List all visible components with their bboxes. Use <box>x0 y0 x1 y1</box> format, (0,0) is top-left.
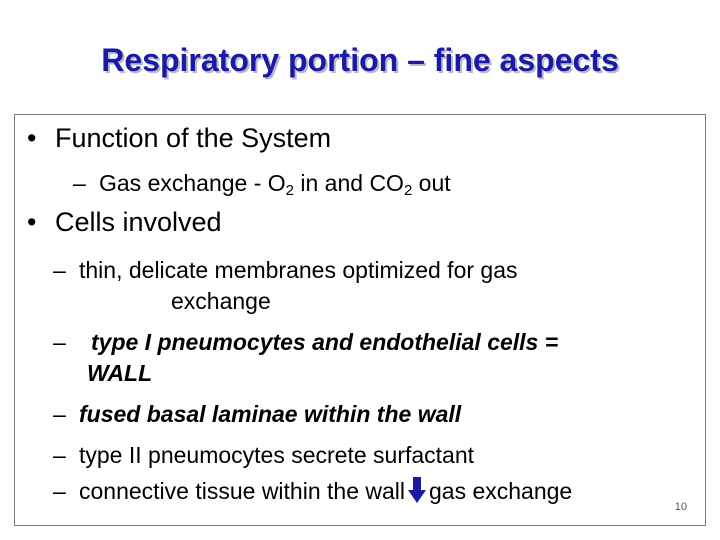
basal-laminae-line <box>53 401 461 428</box>
bullet-function <box>27 123 331 154</box>
dash-marker: – <box>53 401 66 427</box>
slide-number: 10 <box>674 501 687 513</box>
surfactant-text: type II pneumocytes secrete surfactant <box>79 442 475 468</box>
type-one-text-1: type I pneumocytes and endothelial cells = <box>91 329 559 355</box>
bullet-cells <box>27 207 222 238</box>
o2-subscript: 2 <box>285 182 294 199</box>
gas-exchange-prefix: Gas exchange - O <box>99 170 286 196</box>
gas-exchange-suffix: out <box>412 170 451 196</box>
surfactant-line <box>53 442 474 469</box>
gas-exchange-result-text: gas exchange <box>429 478 573 504</box>
membranes-text-1: thin, delicate membranes optimized for gas <box>79 257 518 283</box>
bullet-function-text: Function of the System <box>55 123 332 153</box>
dash-marker: – <box>53 442 66 468</box>
connective-tissue-line <box>53 477 572 509</box>
bullet-cells-text: Cells involved <box>55 207 222 237</box>
gas-exchange-line <box>73 170 451 197</box>
dash-marker: – <box>53 257 66 283</box>
dash-marker: – <box>53 329 66 355</box>
co2-subscript: 2 <box>403 182 413 199</box>
type-one-line <box>53 329 558 356</box>
dash-marker: – <box>73 170 86 196</box>
bullet-marker: • <box>27 207 37 237</box>
bullet-marker: • <box>27 123 37 153</box>
down-arrow-icon <box>408 477 426 509</box>
basal-laminae-text: fused basal laminae within the wall <box>79 401 462 427</box>
dash-marker: – <box>53 478 66 504</box>
connective-tissue-text: connective tissue within the wall <box>79 478 405 504</box>
slide-title: Respiratory portion – fine aspects <box>101 42 619 78</box>
membranes-line-2: exchange <box>171 288 271 314</box>
membranes-line <box>53 257 518 284</box>
gas-exchange-middle: in and CO <box>294 170 404 196</box>
wall-label: WALL <box>87 360 153 386</box>
content-box <box>14 114 706 526</box>
